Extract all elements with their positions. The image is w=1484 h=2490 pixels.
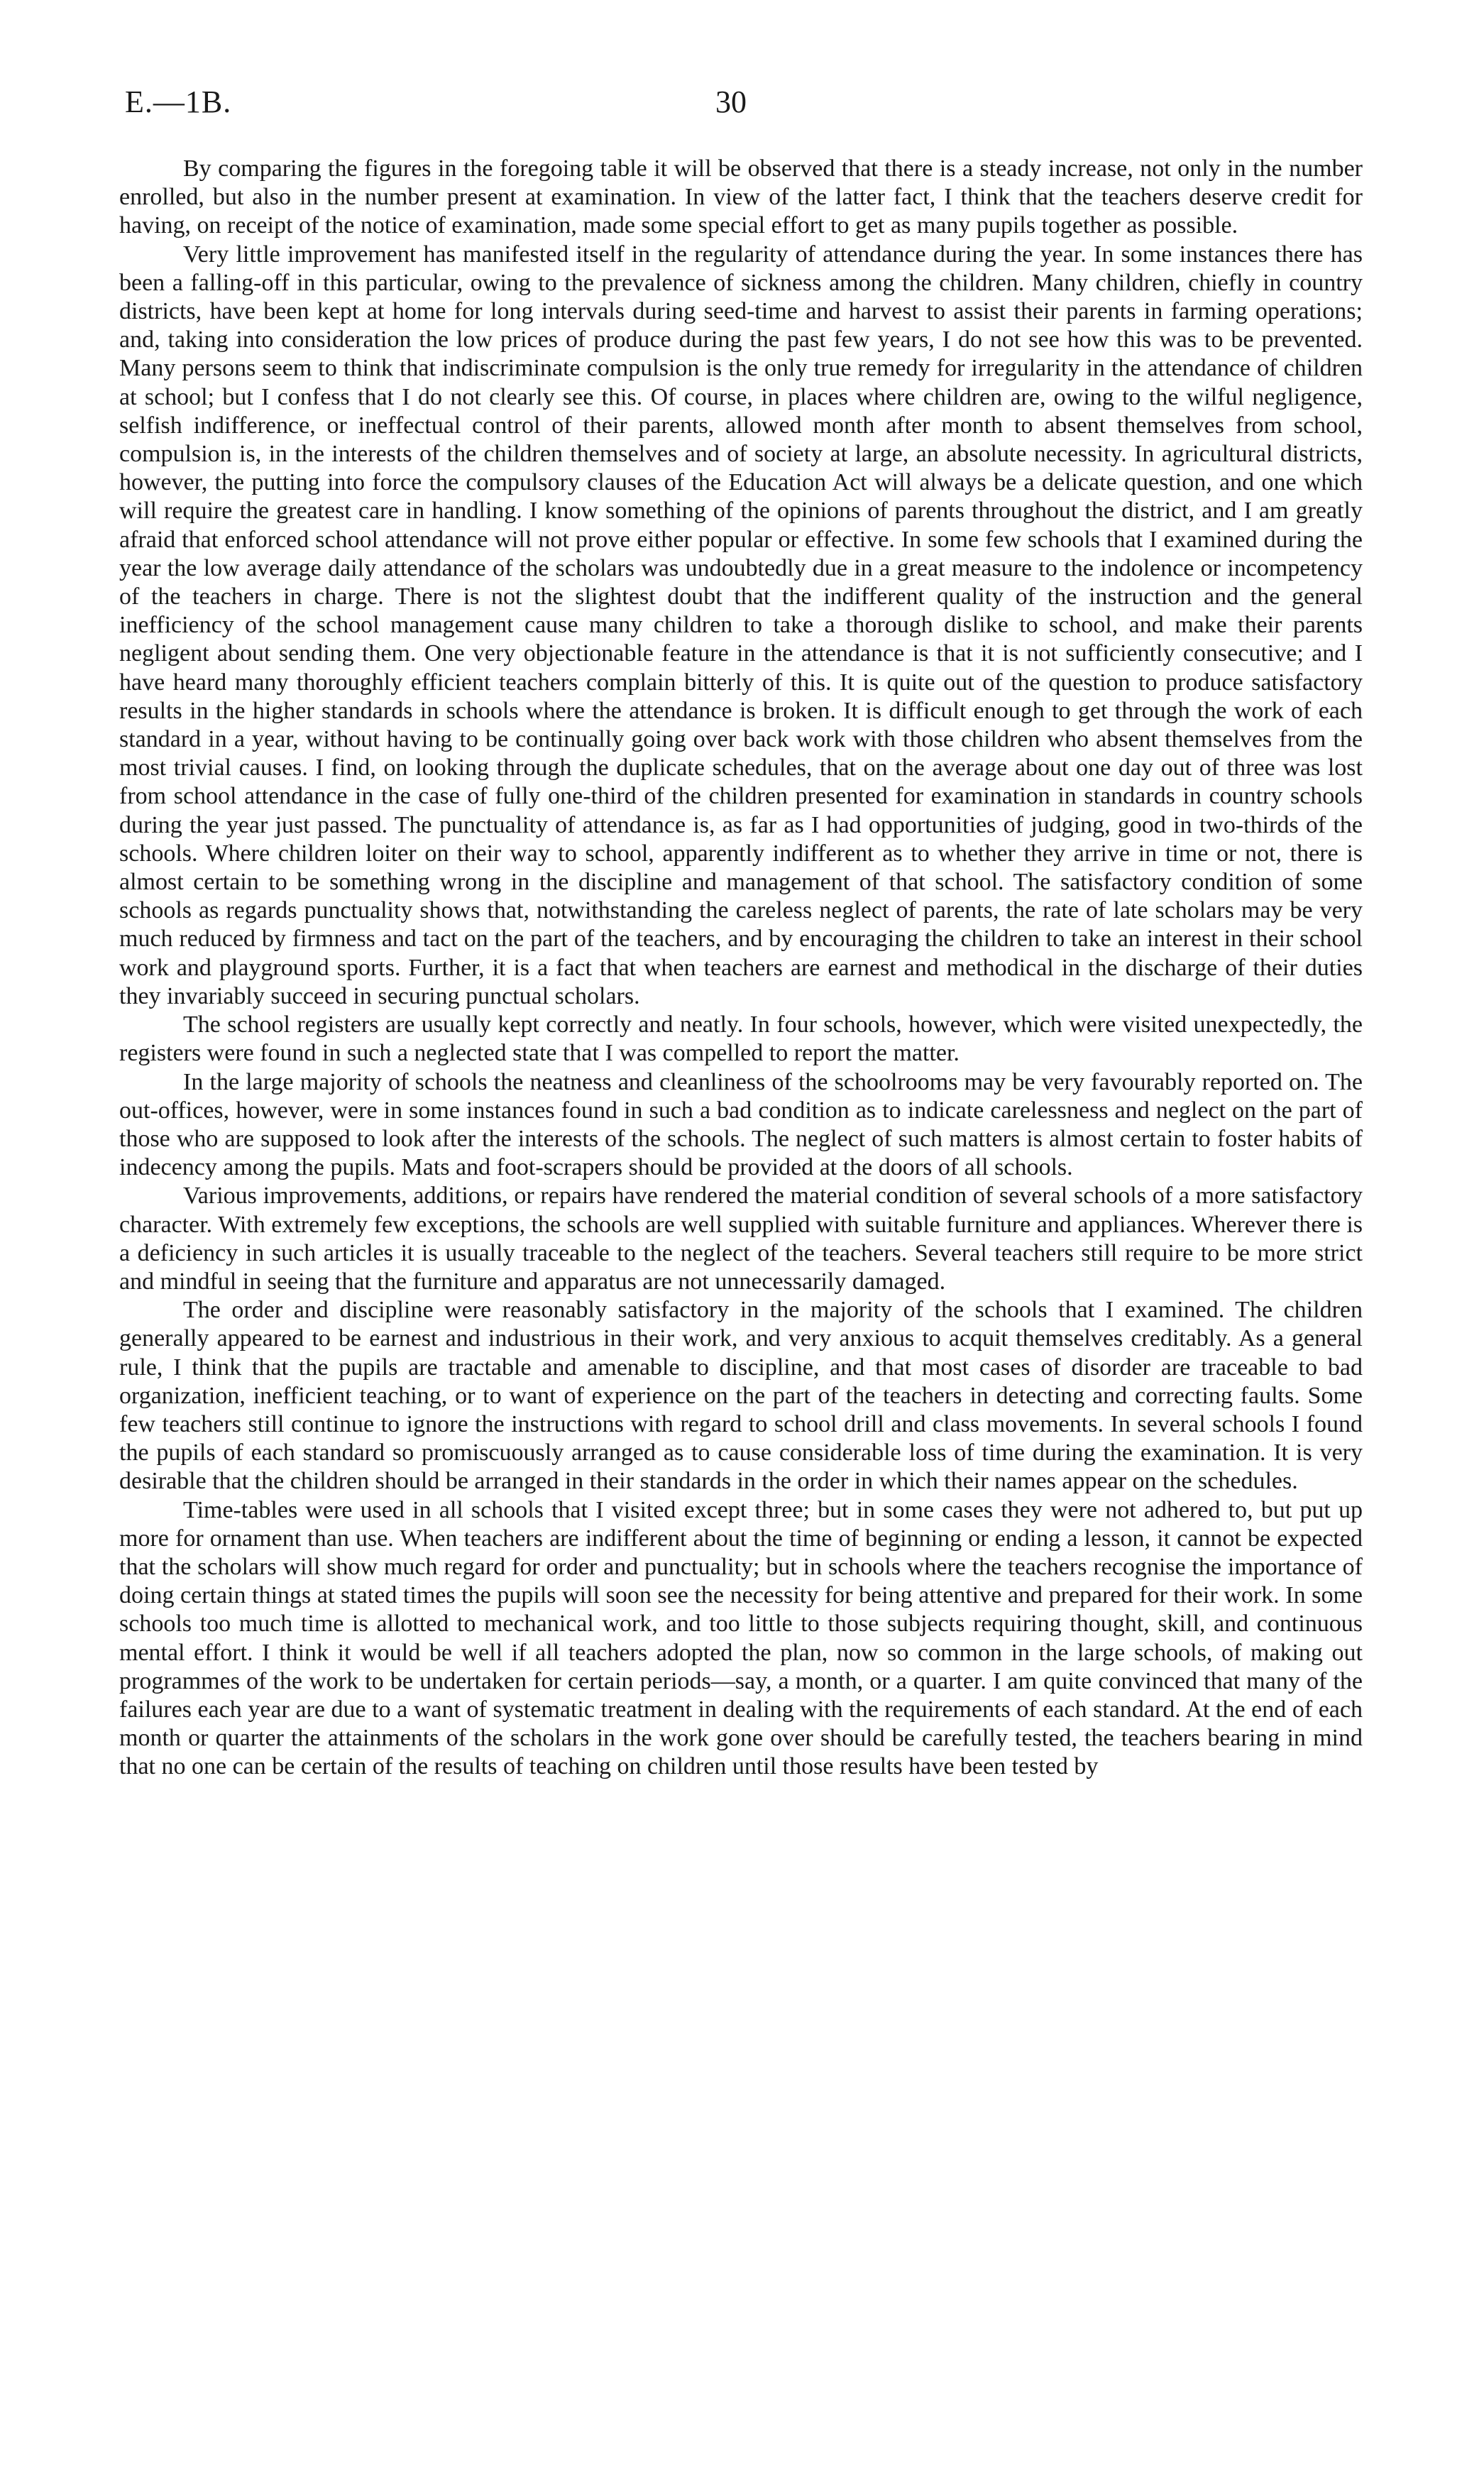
paragraph-school-registers: The school registers are usually kept correctly and neatly. In four schools, however, which were visited unexpectedly, the registers were found in such a neglected state that I was compelled to report the matter. <box>119 1011 1363 1067</box>
page-number: 30 <box>715 84 747 119</box>
paragraph-regularity-of-attendance: Very little improvement has manifested itself in the regularity of attendance during the year. In some instances there has been a falling-off in this particular, owing to the prevalence of sickness among the children. Many children, chiefly in country districts, have been kept at home for long intervals during seed-time and harvest to assist their parents in farming operations; and, taking into consideration the low prices of produce during the past few years, I do not see how this was to be prevented. Many persons seem to think that indiscriminate compulsion is the only true remedy for irregularity in the attendance of children at school; but I confess that I do not clearly see this. Of course, in places where children are, owing to the wilful negligence, selfish indifference, or ineffectual control of their parents, allowed month after month to absent themselves from school, compulsion is, in the interests of the children themselves and of society at large, an absolute necessity. In agricultural districts, however, the putting into force the compulsory clauses of the Education Act will always be a delicate question, and one which will require the greatest care in handling. I know something of the opinions of parents throughout the district, and I am greatly afraid that enforced school attendance will not prove either popular or effective. In some few schools that I examined during the year the low average daily attendance of the scholars was undoubtedly due in a great measure to the indolence or incompetency of the teachers in charge. There is not the slightest doubt that the indifferent quality of the instruction and the general inefficiency of the school management cause many children to take a thorough dislike to school, and make their parents negligent about sending them. One very objectionable feature in the attendance is that it is not sufficiently consecutive; and I have heard many thoroughly efficient teachers complain bitterly of this. It is quite out of the question to produce satisfactory results in the higher standards in schools where the attendance is broken. It is difficult enough to get through the work of each standard in a year, without having to be continually going over back work with those children who absent themselves from the most trivial causes. I find, on looking through the duplicate schedules, that on the average about one day out of three was lost from school attendance in the case of fully one-third of the children presented for examination in standards in country schools during the year just passed. The punctuality of attendance is, as far as I had opportunities of judging, good in two-thirds of the schools. Where children loiter on their way to school, apparently indifferent as to whether they arrive in time or not, there is almost certain to be something wrong in the discipline and management of that school. The satisfactory condition of some schools as regards punctuality shows that, notwithstanding the careless neglect of parents, the rate of late scholars may be very much reduced by firmness and tact on the part of the teachers, and by encouraging the children to take an interest in their school work and playground sports. Further, it is a fact that when teachers are earnest and methodical in the discharge of their duties they invariably succeed in securing punctual scholars. <box>119 241 1363 1009</box>
paragraph-attendance-figures: By comparing the figures in the foregoing table it will be observed that there is a steady increase, not only in the number enrolled, but also in the number present at examination. In view of the latter fact, I think that the teachers deserve credit for having, on receipt of the notice of examination, made some special effort to get as many pupils together as possible. <box>119 155 1363 239</box>
paragraph-order-and-discipline: The order and discipline were reasonably satisfactory in the majority of the schools that I examined. The children generally appeared to be earnest and industrious in their work, and very anxious to acquit themselves creditably. As a general rule, I think that the pupils are tractable and amenable to discipline, and that most cases of disorder are traceable to bad organization, inefficient teaching, or to want of experience on the part of the teachers in detecting and correcting faults. Some few teachers still continue to ignore the instructions with regard to school drill and class movements. In several schools I found the pupils of each standard so promiscuously arranged as to cause considerable loss of time during the examination. It is very desirable that the children should be arranged in their standards in the order in which their names appear on the schedules. <box>119 1297 1363 1495</box>
paragraph-material-condition: Various improvements, additions, or repairs have rendered the material condition of several schools of a more satisfactory character. With extremely few exceptions, the schools are well supplied with suitable furniture and appliances. Wherever there is a deficiency in such articles it is usually traceable to the neglect of the teachers. Several teachers still require to be more strict and mindful in seeing that the furniture and apparatus are not unnecessarily damaged. <box>119 1183 1363 1295</box>
paragraph-time-tables: Time-tables were used in all schools that I visited except three; but in some cases they were not adhered to, but put up more for ornament than use. When teachers are indifferent about the time of beginning or ending a lesson, it cannot be expected that the scholars will show much regard for order and punctuality; but in schools where the teachers recognise the importance of doing certain things at stated times the pupils will soon see the necessity for being attentive and prepared for their work. In some schools too much time is allotted to mechanical work, and too little to those subjects requiring thought, skill, and continuous mental effort. I think it would be well if all teachers adopted the plan, now so common in the large schools, of making out programmes of the work to be undertaken for certain periods—say, a month, or a quarter. I am quite convinced that many of the failures each year are due to a want of systematic treatment in dealing with the requirements of each standard. At the end of each month or quarter the attainments of the scholars in the work gone over should be carefully tested, the teachers bearing in mind that no one can be certain of the results of teaching on children until those results have been tested by <box>119 1496 1363 1780</box>
page-header <box>125 84 1360 133</box>
paragraph-cleanliness: In the large majority of schools the neatness and cleanliness of the schoolrooms may be very favourably reported on. The out-offices, however, were in some instances found in such a bad condition as to indicate carelessness and neglect on the part of those who are supposed to look after the interests of the schools. The neglect of such matters is almost certain to foster habits of indecency among the pupils. Mats and foot-scrapers should be provided at the doors of all schools. <box>119 1068 1363 1181</box>
document-reference: E.—1B. <box>125 84 232 119</box>
body-text <box>119 155 1363 1782</box>
